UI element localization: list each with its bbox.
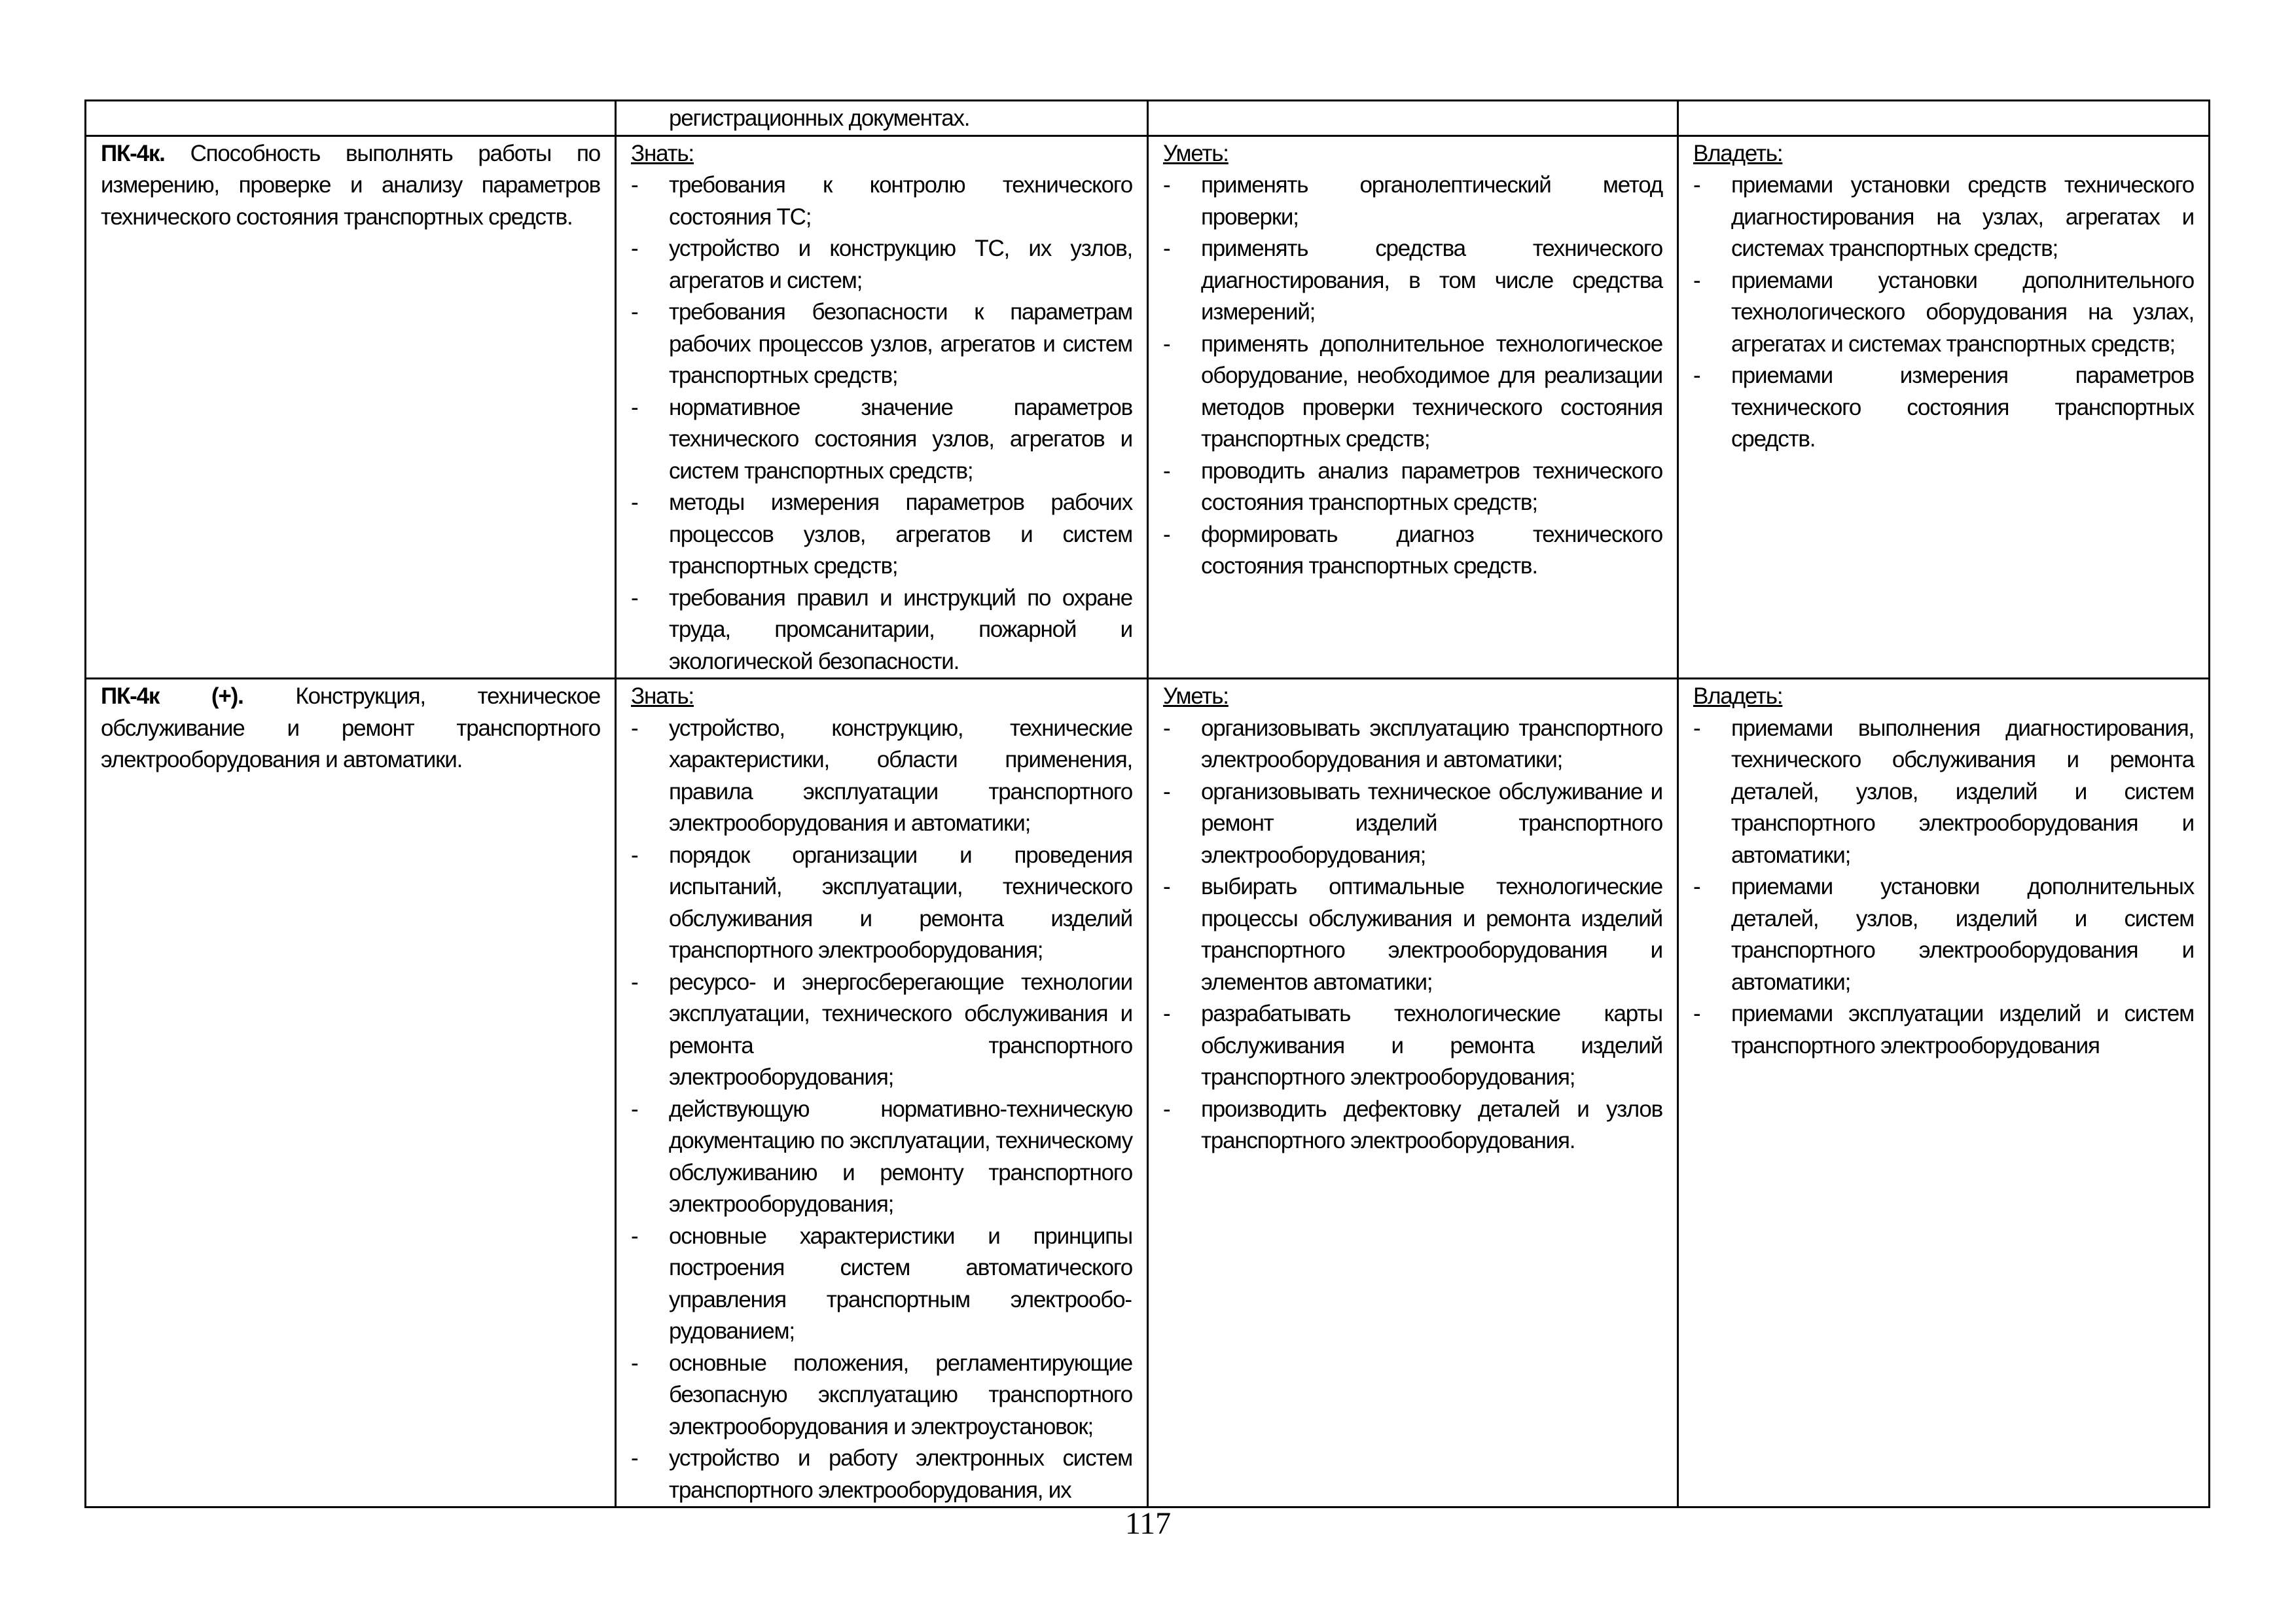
list-item-text: приемами установки дополнительного технологического оборудования на узлах, агрегатах и системах транспортных средств; [1731, 267, 2194, 357]
dash-marker: - [631, 172, 638, 198]
dash-marker: - [631, 1445, 638, 1471]
list-item [1163, 776, 1662, 872]
dash-marker: - [631, 842, 638, 868]
list-item [631, 170, 1132, 233]
list-item-text: проводить анализ параметров технического состояния транспортных средств; [1201, 458, 1662, 515]
own-list [1693, 170, 2194, 456]
dash-marker: - [631, 585, 638, 611]
dash-marker: - [1163, 172, 1170, 198]
list-item-text: требования к контролю технического состояния ТС; [669, 172, 1132, 230]
cell-competency [86, 101, 616, 136]
cell-own [1678, 135, 2210, 679]
know-list [631, 170, 1132, 677]
competency-code: ПК-4к (+). [101, 683, 243, 709]
list-item [1163, 871, 1662, 998]
list-item [1163, 170, 1662, 233]
table-row [86, 135, 2210, 679]
know-heading: Знать: [631, 140, 694, 166]
page-number: 117 [1124, 1506, 1172, 1541]
dash-marker: - [631, 715, 638, 741]
list-item-text: основные положения, регламентирующие безопасную эксплуатацию транспортного электрооборудования и электроустановок; [669, 1350, 1132, 1439]
list-item-text: устройство и конструкцию ТС, их узлов, агрегатов и систем; [669, 236, 1132, 293]
list-item [1693, 713, 2194, 872]
know-heading: Знать: [631, 683, 694, 709]
list-item [1693, 170, 2194, 265]
competency-code: ПК-4к. [101, 140, 165, 166]
can-list [1163, 713, 1662, 1157]
list-item-text: приемами выполнения диагностирования, технического обслуживания и ремонта деталей, узлов, изделий и систем транспортного электрооборудования и автоматики; [1731, 715, 2194, 868]
list-item [1163, 456, 1662, 519]
dash-marker: - [631, 1096, 638, 1122]
list-item [631, 1094, 1132, 1221]
list-item [1693, 998, 2194, 1062]
list-item-text: требования правил и инструкций по охране труда, промсанитарии, пожарной и экологической безопасности. [669, 585, 1132, 674]
list-item-text: основные характеристики и принципы построения систем автоматического управления транспортным электрооборудованием; [669, 1223, 1132, 1344]
cell-can [1148, 135, 1678, 679]
can-list [1163, 170, 1662, 583]
cell-own [1678, 101, 2210, 136]
cell-can [1148, 101, 1678, 136]
list-item-text: формировать диагноз технического состояния транспортных средств. [1201, 521, 1662, 579]
dash-marker: - [631, 1223, 638, 1249]
list-item [631, 713, 1132, 840]
dash-marker: - [1693, 1001, 1700, 1026]
cell-know [616, 679, 1148, 1507]
cell-know [616, 101, 1148, 136]
list-item-text: разрабатывать технологические карты обслуживания и ремонта изделий транспортного электрооборудования; [1201, 1001, 1662, 1090]
list-item [631, 967, 1132, 1094]
list-item [631, 1221, 1132, 1348]
list-item [1163, 329, 1662, 456]
list-item-text: нормативное значение параметров технического состояния узлов, агрегатов и систем транспортных средств; [669, 394, 1132, 484]
table-row [86, 101, 2210, 136]
dash-marker: - [1163, 521, 1170, 547]
dash-marker: - [1163, 715, 1170, 741]
dash-marker: - [631, 299, 638, 325]
list-item-text: производить дефектовку деталей и узлов транспортного электрооборудования. [1201, 1096, 1662, 1153]
list-item-text: приемами установки средств технического диагностирования на узлах, агрегатах и системах транспортных средств; [1731, 172, 2194, 261]
dash-marker: - [1163, 1001, 1170, 1026]
list-item [631, 1443, 1132, 1506]
dash-marker: - [1163, 1096, 1170, 1122]
cell-can [1148, 679, 1678, 1507]
list-item [631, 583, 1132, 678]
list-item-text: организовывать эксплуатацию транспортного электрооборудования и автоматики; [1201, 715, 1662, 772]
competency-title: Конструкция, техническое обслуживание и ремонт транспортного электрооборудования и автоматики. [101, 683, 601, 772]
list-item [1163, 233, 1662, 329]
dash-marker: - [1693, 363, 1700, 388]
list-item [1693, 871, 2194, 998]
list-item [631, 392, 1132, 488]
dash-marker: - [631, 490, 638, 515]
list-item-text: устройство и работу электронных систем транспортного электрооборудования, их [669, 1445, 1132, 1503]
list-item-text: действующую нормативно-техническую документацию по эксплуатации, техническому обслуживанию и ремонту транспортного электрооборудования; [669, 1096, 1132, 1217]
list-item [1163, 998, 1662, 1094]
know-list [631, 713, 1132, 1507]
dash-marker: - [631, 1350, 638, 1376]
cell-competency [86, 135, 616, 679]
list-item-text: приемами измерения параметров технического состояния транспортных средств. [1731, 363, 2194, 452]
list-item-text: устройство, конструкцию, технические характеристики, области применения, правила эксплуатации транспортного электрооборудования и автоматики; [669, 715, 1132, 836]
table-row [86, 679, 2210, 1507]
list-item [631, 1348, 1132, 1443]
dash-marker: - [1163, 458, 1170, 484]
can-heading: Уметь: [1163, 683, 1229, 709]
list-item-text: организовывать техническое обслуживание и ремонт изделий транспортного электрооборудования; [1201, 778, 1662, 868]
own-heading: Владеть: [1693, 683, 1783, 709]
list-item-text: выбирать оптимальные технологические процессы обслуживания и ремонта изделий транспортного электрооборудования и элементов автоматики; [1201, 874, 1662, 995]
list-item [1163, 713, 1662, 776]
dash-marker: - [631, 394, 638, 420]
dash-marker: - [1693, 874, 1700, 899]
dash-marker: - [1163, 236, 1170, 261]
list-item [631, 297, 1132, 392]
list-item-text: методы измерения параметров рабочих процессов узлов, агрегатов и систем транспортных средств; [669, 490, 1132, 579]
list-item-text: применять средства технического диагностирования, в том числе средства измерений; [1201, 236, 1662, 325]
cell-own [1678, 679, 2210, 1507]
list-item [1163, 1094, 1662, 1157]
list-item [631, 840, 1132, 967]
list-item [1693, 360, 2194, 456]
dash-marker: - [1163, 874, 1170, 899]
list-item [1163, 519, 1662, 583]
own-heading: Владеть: [1693, 140, 1783, 166]
list-item-text: ресурсо- и энергосберегающие технологии эксплуатации, технического обслуживания и ремонта транспортного электрооборудования; [669, 969, 1132, 1090]
cell-competency [86, 679, 616, 1507]
continuation-text: регистрационных документах. [669, 105, 970, 131]
list-item [1693, 265, 2194, 361]
can-heading: Уметь: [1163, 140, 1229, 166]
dash-marker: - [1163, 331, 1170, 357]
dash-marker: - [1693, 715, 1700, 741]
list-item-text: требования безопасности к параметрам рабочих процессов узлов, агрегатов и систем транспортных средств; [669, 299, 1132, 388]
dash-marker: - [631, 969, 638, 995]
list-item-text: приемами эксплуатации изделий и систем транспортного электрооборудования [1731, 1001, 2194, 1058]
list-item-text: приемами установки дополнительных деталей, узлов, изделий и систем транспортного электрооборудования и автоматики; [1731, 874, 2194, 995]
list-item-text: применять органолептический метод проверки; [1201, 172, 1662, 230]
competency-title: Способность выполнять работы по измерению, проверке и анализу параметров технического состояния транспортных средств. [101, 140, 600, 230]
cell-know [616, 135, 1148, 679]
dash-marker: - [1693, 267, 1700, 293]
dash-marker: - [631, 236, 638, 261]
list-item-text: применять дополнительное технологическое оборудование, необходимое для реализации методов проверки технического состояния транспортных средств; [1201, 331, 1662, 452]
own-list [1693, 713, 2194, 1062]
list-item-text: порядок организации и проведения испытаний, эксплуатации, технического обслуживания и ремонта изделий транспортного электрооборудования; [669, 842, 1132, 963]
dash-marker: - [1163, 778, 1170, 804]
dash-marker: - [1693, 172, 1700, 198]
competency-table [84, 99, 2210, 1508]
list-item [631, 487, 1132, 583]
list-item [631, 233, 1132, 297]
